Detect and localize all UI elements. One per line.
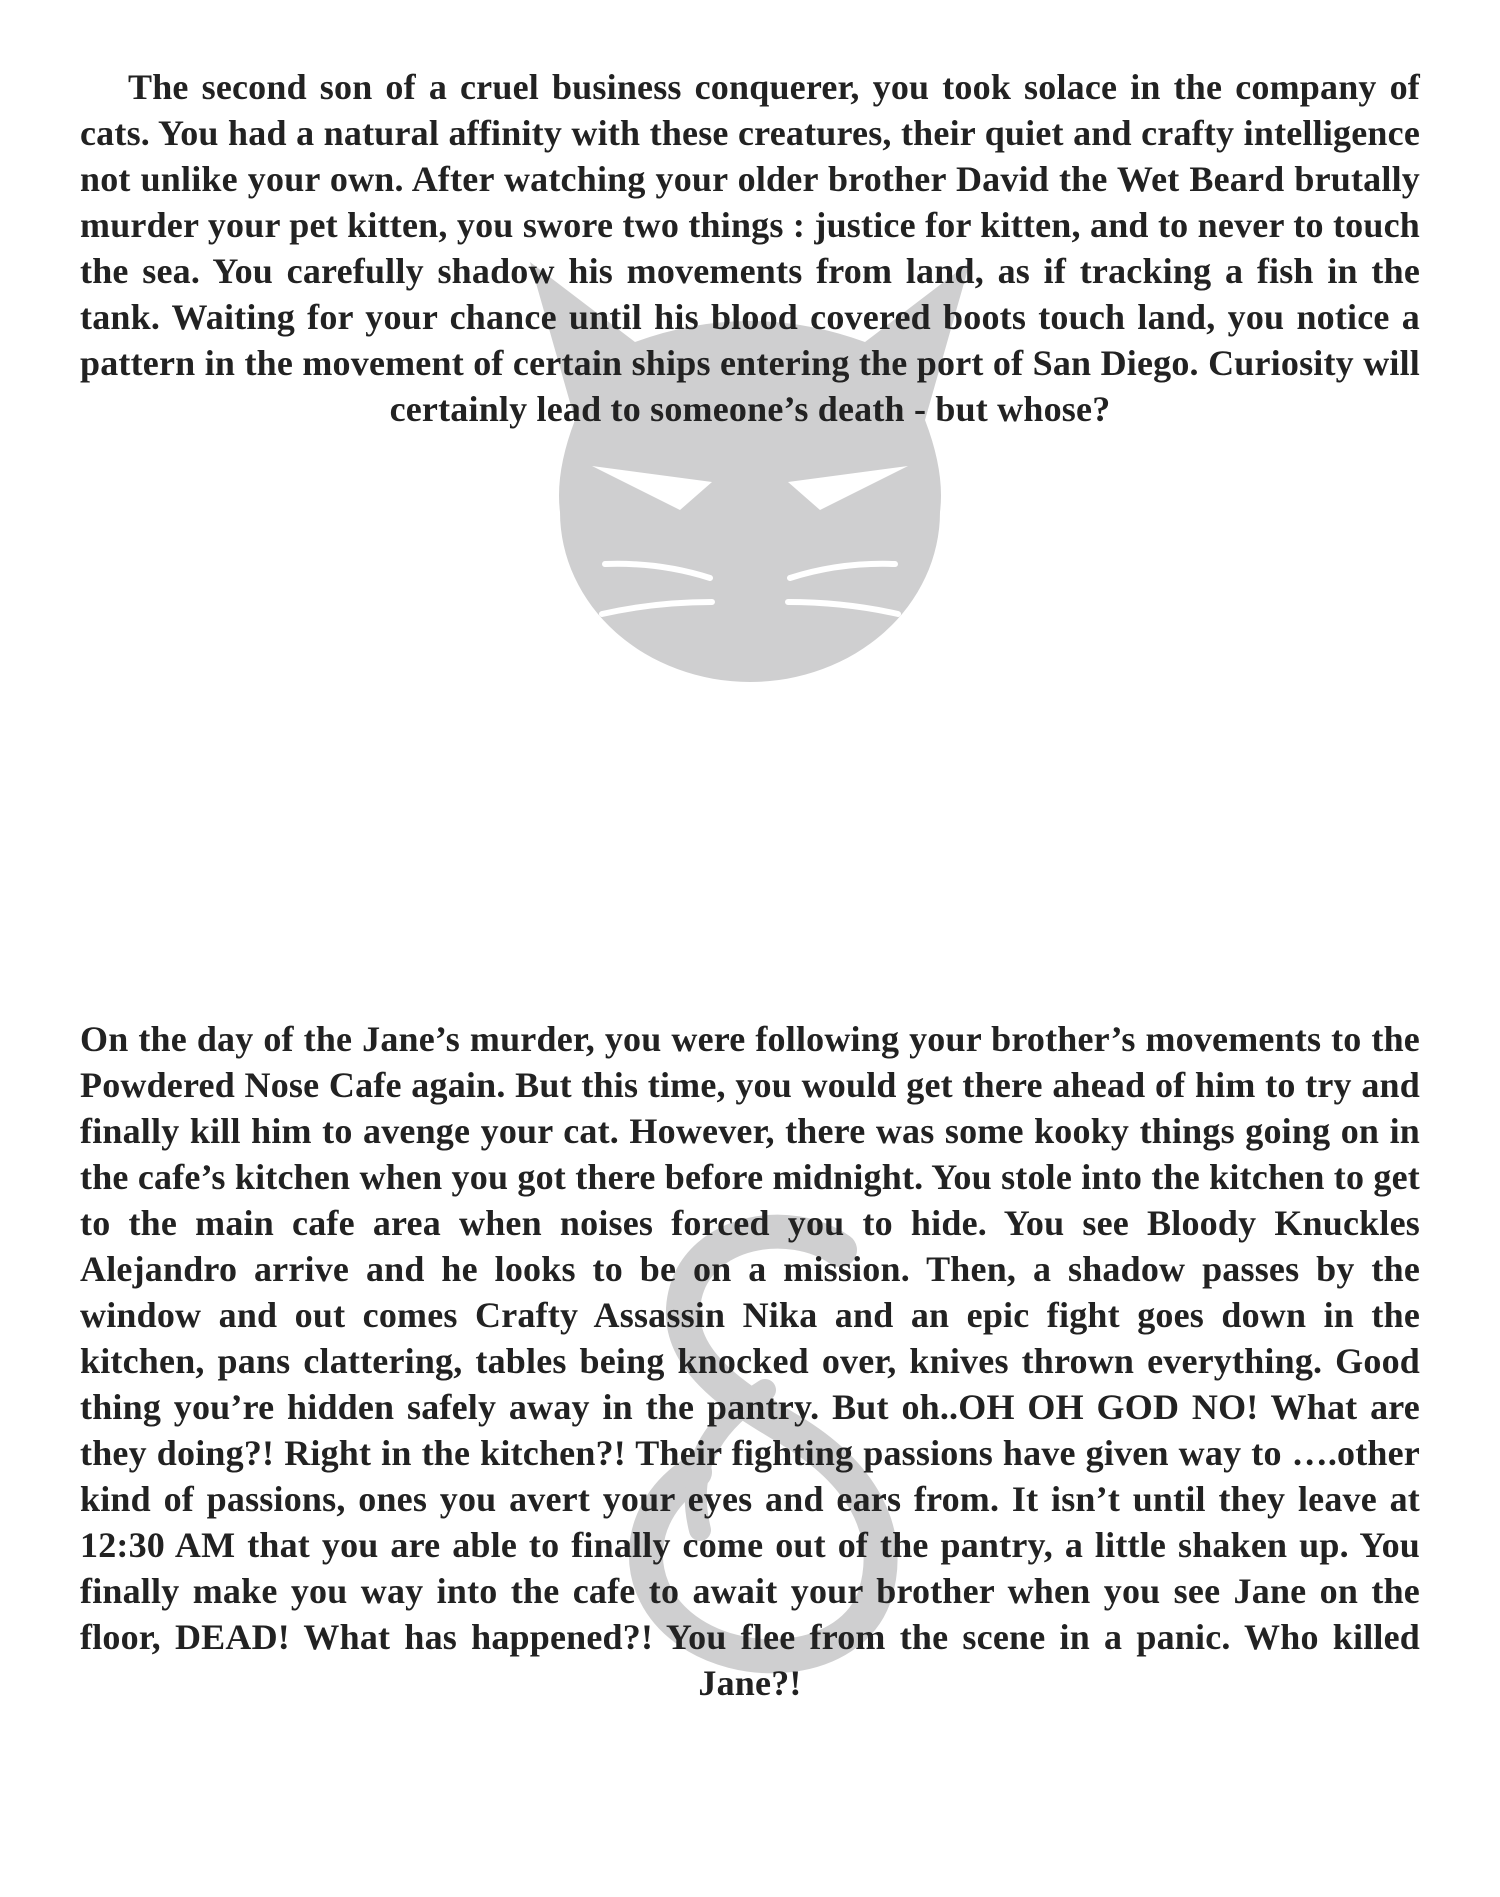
backstory-paragraph: The second son of a cruel business conquerer, you took solace in the company of cats. You had a natural affinity with these creatures, their quiet and crafty intelligence not unlike your own. After watching your older brother David the Wet Beard brutally murder your pet kitten, you swore two things : justice for kitten, and to never to touch the sea. You carefully shadow his movements from land, as if tracking a fish in the tank. Waiting for your chance until his blood covered boots touch land, you notice a pattern in the movement of certain ships entering the port of San Diego. Curiosity will certainly lead to someone’s death - but whose? xyxy=(80,67,1420,429)
murder-night-paragraph: On the day of the Jane’s murder, you were following your brother’s movements to the Powdered Nose Cafe again. But this time, you would get there ahead of him to try and finally kill him to avenge your cat. However, there was some kooky things going on in the cafe’s kitchen when you got there before midnight. You stole into the kitchen to get to the main cafe area when noises forced you to hide. You see Bloody Knuckles Alejandro arrive and he looks to be on a mission. Then, a shadow passes by the window and out comes Crafty Assassin Nika and an epic fight goes down in the kitchen, pans clattering, tables being knocked over, knives thrown everything. Good thing you’re hidden safely away in the pantry. But oh..OH OH GOD NO! What are they doing?! Right in the kitchen?! Their fighting passions have given way to ….other kind of passions, ones you avert your eyes and ears from. It isn’t until they leave at 12:30 AM that you are able to finally come out of the pantry, a little shaken up. You finally make you way into the cafe to await your brother when you see Jane on the floor, DEAD! What has happened?! You flee from the scene in a panic. Who killed Jane?! xyxy=(80,1019,1420,1703)
